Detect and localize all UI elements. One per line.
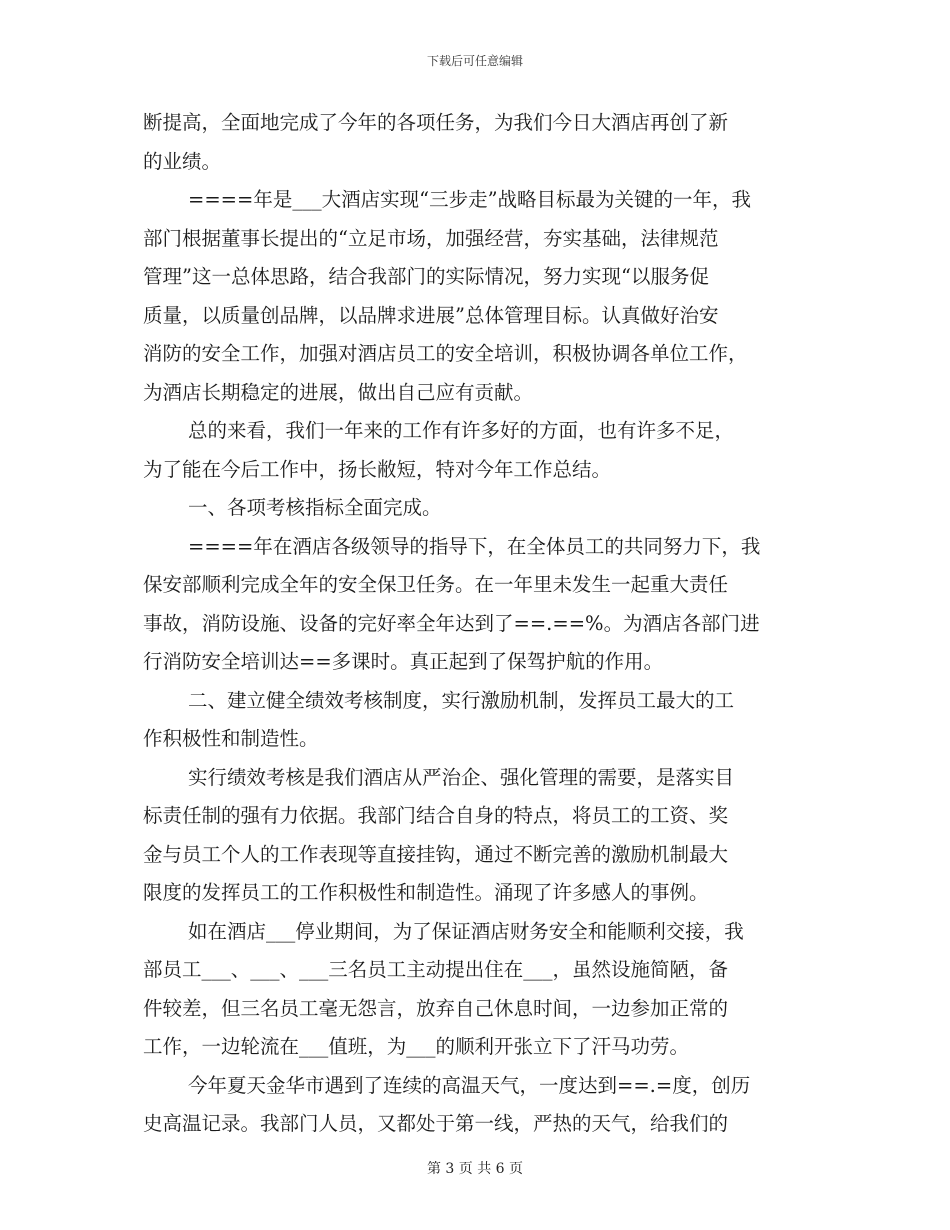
section-heading: 作积极性和制造性。	[143, 727, 319, 750]
text-line: 断提高，全面地完成了今年的各项任务，为我们今日大酒店再创了新	[143, 111, 729, 134]
text-line: 部员工___、___、___三名员工主动提出住在___，虽然设施简陋，备	[143, 958, 729, 981]
text-line: 工作，一边轮流在___值班，为___的顺利开张立下了汗马功劳。	[143, 1035, 690, 1058]
text-line: 实行绩效考核是我们酒店从严治企、强化管理的需要，是落实目	[188, 765, 735, 789]
text-line: 史高温记录。我部门人员，又都处于第一线，严热的天气，给我们的	[143, 1112, 729, 1135]
text-line: 质量，以质量创品牌，以品牌求进展”总体管理目标。认真做好治安	[143, 303, 719, 327]
text-line: 今年夏天金华市遇到了连续的高温天气，一度达到==.=度，创历	[188, 1073, 751, 1097]
section-heading: 二、建立健全绩效考核制度，实行激励机制，发挥员工最大的工	[188, 688, 735, 712]
text-line: 总的来看，我们一年来的工作有许多好的方面，也有许多不足，	[188, 419, 735, 442]
page-number: 第 3 页 共 6 页	[426, 1161, 524, 1177]
text-line: 事故，消防设施、设备的完好率全年达到了==.==%。为酒店各部门进	[143, 611, 760, 635]
text-line: 如在酒店___停业期间，为了保证酒店财务安全和能顺利交接，我	[188, 919, 744, 943]
text-line: 保安部顺利完成全年的安全保卫任务。在一年里未发生一起重大责任	[143, 573, 729, 596]
page-header: 下载后可任意编辑	[426, 54, 523, 68]
document-body	[143, 104, 808, 1144]
section-heading: 一、各项考核指标全面完成。	[188, 496, 442, 519]
text-line: ====年在酒店各级领导的指导下，在全体员工的共同努力下，我	[188, 534, 761, 558]
text-line: 消防的安全工作，加强对酒店员工的安全培训，积极协调各单位工作，	[143, 342, 748, 365]
text-line: 的业绩。	[143, 149, 222, 173]
text-line: 限度的发挥员工的工作积极性和制造性。涌现了许多感人的事例。	[143, 881, 709, 904]
text-line: 为了能在今后工作中，扬长敝短，特对今年工作总结。	[143, 457, 612, 481]
text-line: 件较差，但三名员工毫无怨言，放弃自己休息时间，一边参加正常的	[143, 996, 729, 1020]
text-line: 为酒店长期稳定的进展，做出自己应有贡献。	[143, 380, 534, 404]
text-line: ====年是___大酒店实现“三步走”战略目标最为关键的一年，我	[188, 188, 752, 211]
text-line: 部门根据董事长提出的“立足市场，加强经营，夯实基础，法律规范	[143, 226, 719, 250]
text-line: 管理”这一总体思路，结合我部门的实际情况，努力实现“以服务促	[143, 265, 709, 288]
text-line: 金与员工个人的工作表现等直接挂钩，通过不断完善的激励机制最大	[143, 842, 729, 866]
text-line: 行消防安全培训达==多课时。真正起到了保驾护航的作用。	[143, 650, 664, 673]
text-line: 标责任制的强有力依据。我部门结合自身的特点，将员工的工资、奖	[143, 804, 729, 827]
